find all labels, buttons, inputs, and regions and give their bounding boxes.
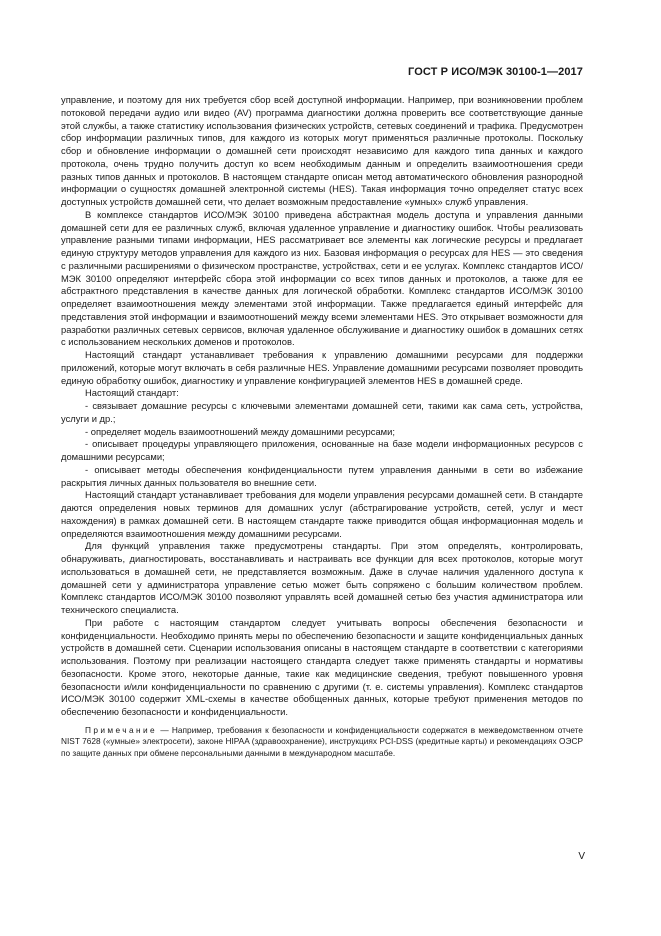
body-paragraph: При работе с настоящим стандартом следует учитывать вопросы обеспечения безопасности и конфиденциальности. Необходимо принять меры по обеспечению безопасности и защите конфиденциальных данных устройств в домашней сети. Сценарии использования описаны в настоящем стандарте в соответствии с категориями использования. Поэтому при реализации настоящего стандарта следует также применять стандарты и нормативы безопасности. Кроме этого, некоторые данные, такие как медицинские сведения, требуют повышенного уровня безопасности и/или конфиденциальности по сравнению с другими (т. е. системы управления). Комплекс стандартов ИСО/МЭК 30100 содержит XML-схемы в качестве обобщенных данных, которые требуют применения методов по обеспечению безопасности и конфиденциальности. — [61, 616, 583, 717]
page-number: V — [578, 851, 585, 862]
list-item: - описывает методы обеспечения конфиденциальности путем управления данными в сети во избежание раскрытия личных данных пользователя во внешние сети. — [61, 463, 583, 488]
body-paragraph: В комплексе стандартов ИСО/МЭК 30100 приведена абстрактная модель доступа и управления данными домашней сети для ее различных служб, включая удаленное управление и диагностику ошибок. Чтобы реализовать управление разными типами информации, HES рассматривает все элементы как логические ресурсы и предлагает единую структуру методов управления для каждого из них. Базовая информация о ресурсах для HES — это сведения с различными расширениями о физическом пространстве, устройствах, сети и ее услугах. Комплекс стандартов ИСО/МЭК 30100 определяют интерфейс сбора этой информации со всех типов данных и протоколов, а также для ее абстрактного представления в качестве данных для логической обработки. Комплекс стандартов ИСО/МЭК 30100 определяет взаимоотношения между элементами этой информации. Также предлагается единый интерфейс для представления этой информации и взаимоотношений между всеми элементами HES. Это открывает возможности для разработки различных сетевых сервисов, включая удаленное обслуживание и диагностику ошибок в домашних сетях с использованием нескольких доменов и протоколов. — [61, 208, 583, 348]
body-paragraph: Настоящий стандарт: — [85, 387, 179, 399]
note-paragraph — [61, 725, 583, 760]
list-item: - описывает процедуры управляющего приложения, основанные на базе модели информационных ресурсов с домашними ресурсами; — [61, 438, 583, 462]
body-paragraph: Настоящий стандарт устанавливает требования для модели управления ресурсами домашней сети. В стандарте даются определения новых терминов для домашних услуг (абстрагирование устройств, сетей, услуг и мест нахождения) в рамках домашней сети. В настоящем стандарте также приводится общая информационная модель и определяются взаимоотношения между домашними ресурсами. — [61, 489, 583, 539]
note-label: Примечание — [85, 724, 158, 735]
document-header: ГОСТ Р ИСО/МЭК 30100-1—2017 — [408, 66, 583, 78]
list-item: - связывает домашние ресурсы с ключевыми элементами домашней сети, такими как сама сеть, устройства, услуги и др.; — [61, 400, 583, 424]
body-paragraph: Для функций управления также предусмотрены стандарты. При этом определять, контролировать, обнаруживать, диагностировать, восстанавливать и настраивать все функции для всех протоколов, которые могут использоваться в домашней сети, не представляется возможным. Даже в случае наличия удаленного доступа к домашней сети у администратора управление сетью может быть сопряжено с большим количеством проблем. Комплекс стандартов ИСО/МЭК 30100 позволяют управлять всей домашней сетью без участия администратора или технического специалиста. — [61, 540, 583, 615]
document-body — [61, 94, 583, 759]
note-text: — Например, требования к безопасности и конфиденциальности содержатся в межведомственном отчете NIST 7628 («умные» электросети), законе HIPAA (здравоохранение), инструкциях PCI-DSS (кредитные карты) и рекомендациях ОЭСР по защите данных при обмене персональными данными в международном масштабе. — [61, 724, 583, 758]
list-item: - определяет модель взаимоотношений между домашними ресурсами; — [85, 425, 395, 437]
body-paragraph: Настоящий стандарт устанавливает требования к управлению домашними ресурсами для поддержки приложений, которые могут включать в себя различные HES. Управление домашними ресурсами позволяет проводить единую обработку ошибок, диагностику и управление конфигурацией элементов HES в домашней среде. — [61, 349, 583, 386]
body-paragraph: управление, и поэтому для них требуется сбор всей доступной информации. Например, при возникновении проблем потоковой передачи аудио или видео (AV) программа диагностики должна проверить все соответствующие данные этой службы, а также статистику использования физических устройств, сетевых соединений и трафика. Предусмотрен сбор информации различных типов, для каждого из которых могут применяться различные протоколы. Поскольку сбор и обновление информации о домашней сети происходят независимо для каждого типа данных и каждого протокола, очень трудно получить доступ ко всем необходимым данным и определить взаимоотношения среди разных типов данных и протоколов. В настоящем стандарте описан метод автоматического обновления разнородной информации о сущностях домашней электронной системы (HES). Такая информация точно определяет статус всех доступных устройств домашней сети, что делает возможным предоставление «умных» служб управления. — [61, 94, 583, 207]
